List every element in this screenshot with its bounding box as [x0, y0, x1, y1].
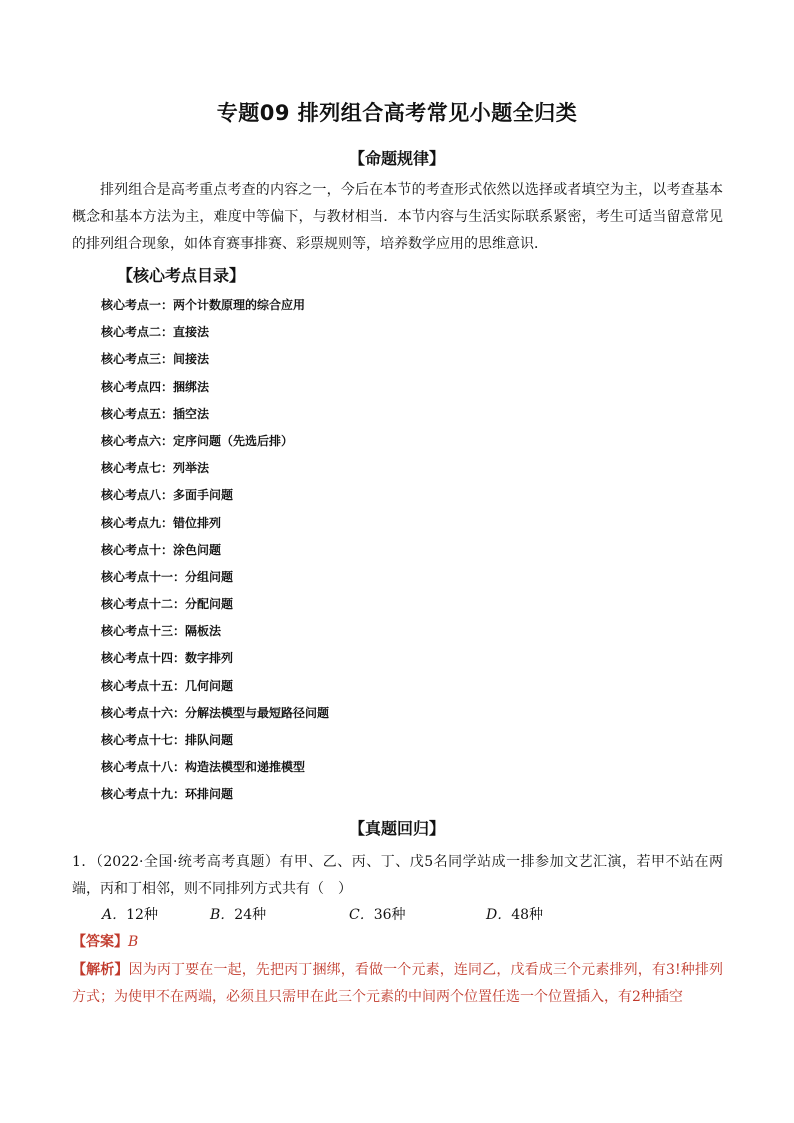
- section-heading-real-exam: 【真题回归】: [348, 819, 445, 838]
- page-title: 专题09 排列组合高考常见小题全归类: [216, 101, 578, 125]
- analysis-tag: 【解析】: [72, 962, 129, 978]
- toc-item: 核心考点九：错位排列: [101, 515, 222, 530]
- intro-paragraph: 排列组合是高考重点考查的内容之一，今后在本节的考查形式依然以选择或者填空为主，以考查基本概念和基本方法为主，难度中等偏下，与教材相当．本节内容与生活实际联系紧密，考生可适当留意常见的排列组合现象，如体育赛事排赛、彩票规则等，培养数学应用的思维意识．: [72, 182, 723, 252]
- toc-item: 核心考点十六：分解法模型与最短路径问题: [101, 705, 330, 720]
- section-heading-rule: 【命题规律】: [348, 149, 445, 168]
- toc-item: 核心考点十二：分配问题: [101, 597, 234, 612]
- question-text: 1．（2022·全国·统考高考真题）有甲、乙、丙、丁、戊5名同学站成一排参加文艺汇演，若甲不站在两端，丙和丁相邻，则不同排列方式共有（ ）: [72, 854, 723, 897]
- toc-item: 核心考点七：列举法: [101, 461, 210, 476]
- toc-item: 核心考点十三：隔板法: [101, 624, 222, 639]
- toc-item: 核心考点二：直接法: [101, 325, 210, 340]
- toc-item: 核心考点八：多面手问题: [101, 488, 234, 503]
- toc-item: 核心考点十一：分组问题: [101, 569, 234, 584]
- toc-item: 核心考点四：捆绑法: [101, 379, 210, 394]
- section-heading-toc: 【核心考点目录】: [117, 266, 246, 285]
- option-d: D．48种: [486, 907, 544, 923]
- analysis-paragraph: [72, 957, 723, 1011]
- toc-item: 核心考点六：定序问题（先选后排）: [101, 433, 294, 448]
- analysis-text: 因为丙丁要在一起，先把丙丁捆绑，看做一个元素，连同乙，戊看成三个元素排列，有3!种排列方式；为使甲不在两端，必须且只需甲在此三个元素的中间两个位置任选一个位置插入，有2种插空: [72, 962, 724, 1005]
- toc-item: 核心考点十四：数字排列: [101, 651, 234, 666]
- toc-item: 核心考点十七：排队问题: [101, 733, 234, 747]
- toc-item: 核心考点五：插空法: [101, 406, 210, 421]
- toc-item: 核心考点十八：构造法模型和递推模型: [101, 760, 306, 775]
- option-a: A．12种: [102, 907, 158, 923]
- toc-item: 核心考点三：间接法: [101, 352, 210, 367]
- toc-item: 核心考点一：两个计数原理的综合应用: [101, 298, 306, 312]
- toc-item: 核心考点十：涂色问题: [101, 542, 222, 557]
- toc-item: 核心考点十九：环排问题: [101, 787, 234, 802]
- answer-tag: 【答案】: [72, 934, 128, 950]
- toc-item: 核心考点十五：几何问题: [101, 678, 234, 693]
- toc-list: [101, 292, 329, 809]
- option-c: C．36种: [349, 907, 406, 923]
- option-b: B．24种: [210, 907, 267, 923]
- answer-line: [72, 929, 138, 956]
- answer-value: B: [128, 934, 139, 950]
